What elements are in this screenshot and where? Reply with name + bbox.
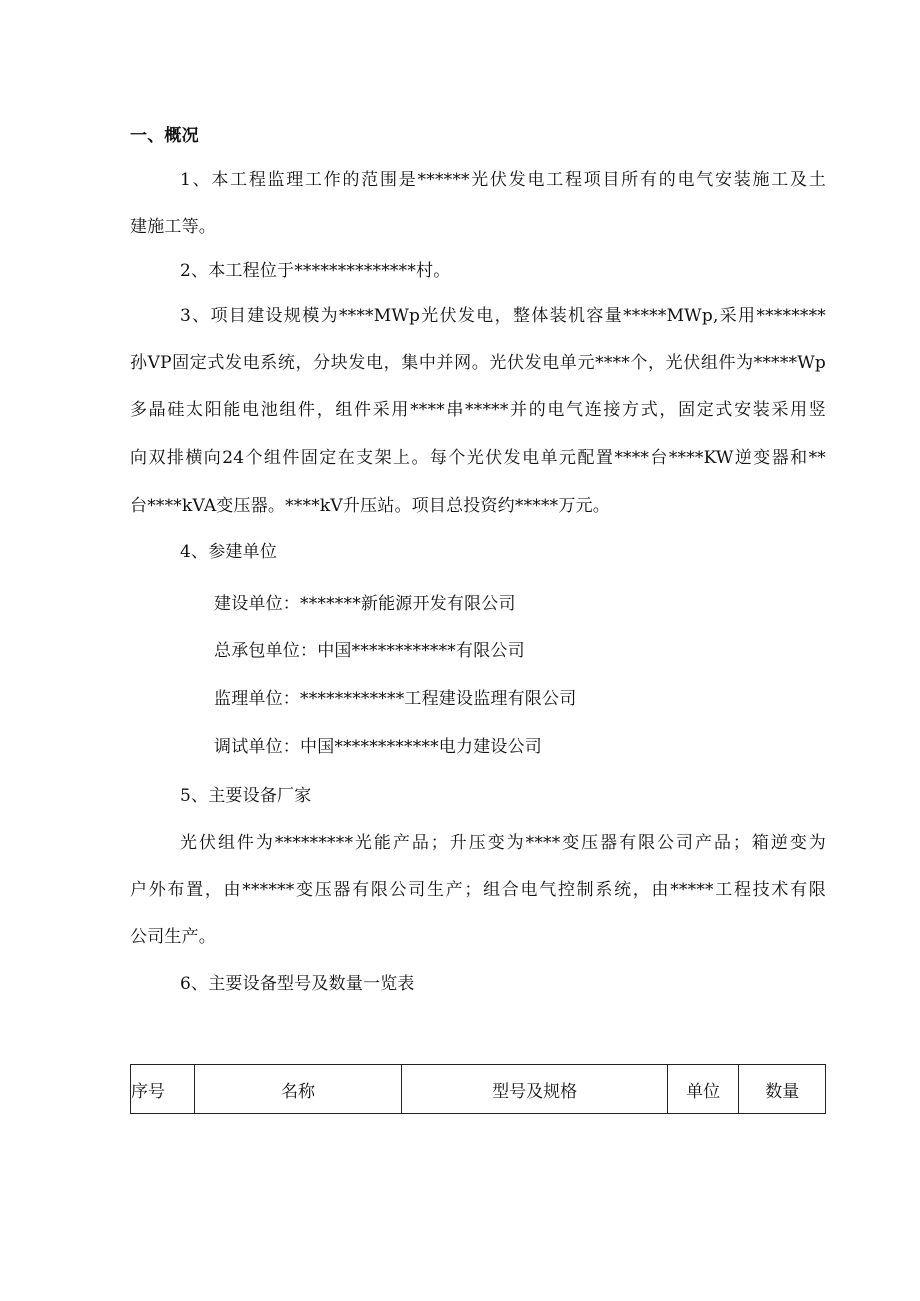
paragraph-1-line-2: 建施工等。 bbox=[130, 217, 216, 237]
manufacturers-title: 5、主要设备厂家 bbox=[180, 786, 312, 806]
participants-title: 4、参建单位 bbox=[180, 542, 278, 562]
participant-construction-unit: 建设单位：*******新能源开发有限公司 bbox=[214, 594, 516, 614]
paragraph-1-line-1: 1、本工程监理工作的范围是******光伏发电工程项目所有的电气安装施工及土 bbox=[180, 170, 826, 190]
header-serial-number: 序号 bbox=[131, 1065, 195, 1114]
header-model-spec: 型号及规格 bbox=[402, 1065, 667, 1114]
section-title-overview: 一、概况 bbox=[130, 126, 199, 146]
manufacturers-line-1: 光伏组件为*********光能产品；升压变为****变压器有限公司产品；箱逆变为 bbox=[180, 833, 826, 853]
paragraph-2-line-1: 2、本工程位于**************村。 bbox=[180, 261, 451, 281]
header-unit: 单位 bbox=[667, 1065, 739, 1114]
paragraph-3-line-3: 多晶硅太阳能电池组件，组件采用****串*****并的电气连接方式，固定式安装采用竖 bbox=[130, 400, 826, 420]
participant-commissioning-unit: 调试单位：中国************电力建设公司 bbox=[214, 737, 542, 757]
equipment-list-title: 6、主要设备型号及数量一览表 bbox=[180, 974, 415, 994]
participant-supervision-unit: 监理单位：************工程建设监理有限公司 bbox=[214, 689, 577, 709]
equipment-table bbox=[130, 1064, 826, 1114]
participant-general-contractor: 总承包单位：中国************有限公司 bbox=[214, 641, 525, 661]
paragraph-3-line-1: 3、项目建设规模为****MWp光伏发电，整体装机容量*****MWp,采用******** bbox=[180, 306, 826, 326]
manufacturers-line-2: 户外布置，由******变压器有限公司生产；组合电气控制系统，由*****工程技术有限 bbox=[130, 880, 826, 900]
equipment-table-header-row bbox=[131, 1065, 826, 1114]
header-quantity: 数量 bbox=[739, 1065, 826, 1114]
manufacturers-line-3: 公司生产。 bbox=[130, 927, 216, 947]
paragraph-3-line-4: 向双排横向24个组件固定在支架上。每个光伏发电单元配置****台****KW逆变器和** bbox=[130, 448, 826, 468]
paragraph-3-line-5: 台****kVA变压器。****kV升压站。项目总投资约*****万元。 bbox=[130, 496, 610, 516]
paragraph-3-line-2: 孙VP固定式发电系统，分块发电，集中并网。光伏发电单元****个，光伏组件为*****Wp bbox=[130, 353, 826, 373]
header-name: 名称 bbox=[194, 1065, 402, 1114]
